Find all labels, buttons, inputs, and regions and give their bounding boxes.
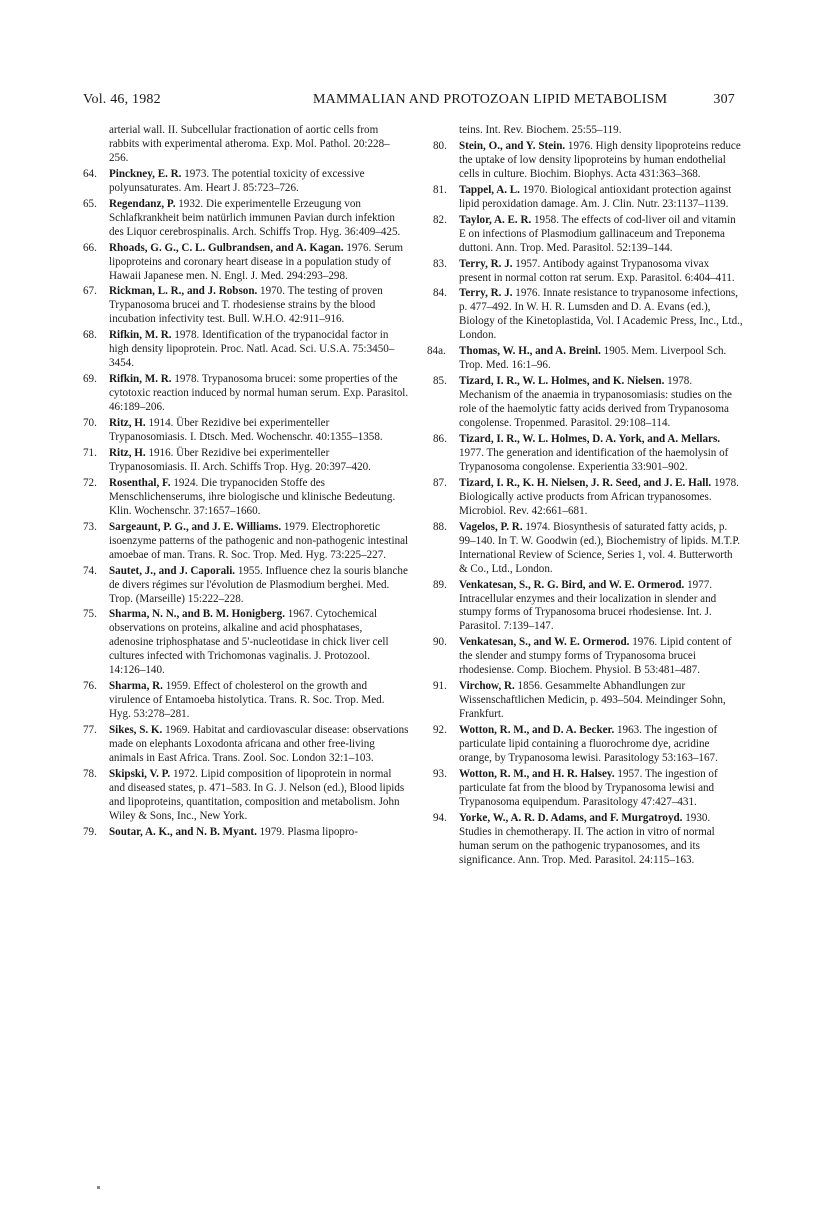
- reference-text: 1976. Lipid content of the slender and stumpy forms of Trypanosoma brucei rhodesiense. Comp. Biochem. Physiol. B 53:481–487.: [459, 636, 732, 677]
- reference-authors: Yorke, W., A. R. D. Adams, and F. Murgatroyd.: [459, 811, 683, 824]
- reference-text: 1977. The generation and identification of the haemolysin of Trypanosoma congolense. Experientia 33:901–902.: [459, 446, 729, 473]
- reference-number: 83.: [433, 257, 447, 270]
- reference-number: 65.: [83, 197, 97, 210]
- reference-number: 88.: [433, 520, 447, 533]
- reference-entry: [433, 768, 743, 810]
- reference-authors: Terry, R. J.: [459, 287, 513, 300]
- reference-text: 1978. Mechanism of the anaemia in trypanosomiasis: studies on the role of the haemolytic fatty acids derived from Trypanosoma congolense. Tropenmed. Parasitol. 29:108–114.: [459, 375, 732, 430]
- reference-number: 77.: [83, 724, 97, 737]
- reference-text: 1924. Die trypanociden Stoffe des Menschlichenserums, ihre biologische und klinische Bedeutung. Klin. Wochenschr. 37:1657–1660.: [109, 476, 396, 517]
- reference-entry: [433, 477, 743, 519]
- reference-entry: [83, 768, 409, 824]
- reference-authors: Taylor, A. E. R.: [459, 213, 532, 226]
- reference-text: 1976. High density lipoproteins reduce the uptake of low density lipoproteins by human endothelial cells in culture. Biochim. Biophys. Acta 431:363–368.: [459, 139, 741, 180]
- reference-entry: [433, 433, 743, 475]
- reference-authors: Sautet, J., and J. Caporali.: [109, 564, 236, 577]
- reference-authors: Venkatesan, S., and W. E. Ormerod.: [459, 636, 630, 649]
- reference-entry: [433, 680, 743, 722]
- reference-text: 1973. The potential toxicity of excessive polyunsaturates. Am. Heart J. 85:723–726.: [109, 167, 365, 194]
- reference-text: 1976. Serum lipoproteins and coronary heart disease in a population study of Hawaii Japanese men. N. Engl. J. Med. 294:293–298.: [109, 241, 404, 282]
- reference-text: 1976. Innate resistance to trypanosome infections, p. 477–492. In W. H. R. Lumsden and D. A. Evans (ed.), Biology of the Kinetoplastida, Vol. I Academic Press, Inc., Ltd., London.: [459, 287, 743, 342]
- reference-entry: [433, 579, 743, 635]
- reference-authors: Regendanz, P.: [109, 197, 176, 210]
- journal-volume: Vol. 46, 1982: [83, 92, 161, 107]
- reference-number: 79.: [83, 825, 97, 838]
- reference-text: 1958. The effects of cod-liver oil and vitamin E on infections of Plasmodium gallinaceum and Treponema duttoni. Ann. Trop. Med. Parasitol. 52:139–144.: [459, 213, 736, 254]
- reference-authors: Tizard, I. R., W. L. Holmes, and K. Nielsen.: [459, 375, 665, 388]
- reference-entry: [433, 287, 743, 343]
- reference-entry: [433, 375, 743, 431]
- reference-entry: [83, 198, 409, 240]
- reference-number: 74.: [83, 564, 97, 577]
- reference-text: 1970. Biological antioxidant protection against lipid peroxidation damage. Am. J. Clin. Nutr. 23:1137–1139.: [459, 183, 732, 210]
- reference-text: 1974. Biosynthesis of saturated fatty acids, p. 99–140. In T. W. Goodwin (ed.), Biochemistry of lipids. M.T.P. International Review of Science, Series 1, vol. 4. Butterworth & Co., Ltd., London.: [459, 520, 741, 575]
- reference-number: 69.: [83, 373, 97, 386]
- reference-number: 81.: [433, 183, 447, 196]
- reference-number: 85.: [433, 375, 447, 388]
- reference-text: 1959. Effect of cholesterol on the growth and virulence of Entamoeba histolytica. Trans. R. Soc. Trop. Med. Hyg. 53:278–281.: [109, 680, 385, 721]
- reference-number: 66.: [83, 241, 97, 254]
- reference-entry: [433, 258, 743, 286]
- reference-text: 1932. Die experimentelle Erzeugung von Schlafkrankheit beim natürlich immunen Pavian durch infektion des Liquor cerebrospinalis. Arch. Schiffs Trop. Hyg. 36:409–425.: [109, 197, 401, 238]
- reference-number: 72.: [83, 476, 97, 489]
- reference-authors: Ritz, H.: [109, 417, 146, 430]
- reference-entry: [83, 373, 409, 415]
- reference-number: 70.: [83, 417, 97, 430]
- reference-text: 1916. Über Rezidive bei experimenteller Trypanosomiasis. II. Arch. Schiffs Trop. Hyg. 20:397–420.: [109, 446, 371, 473]
- reference-text: teins. Int. Rev. Biochem. 25:55–119.: [459, 124, 622, 136]
- reference-text: 1905. Mem. Liverpool Sch. Trop. Med. 16:1–96.: [459, 345, 727, 372]
- reference-authors: Thomas, W. H., and A. Breinl.: [459, 345, 601, 358]
- reference-number: 64.: [83, 167, 97, 180]
- reference-text: 1970. The testing of proven Trypanosoma brucei and T. rhodesiense strains by the blood incubation infectivity test. Bull. W.H.O. 42:911–916.: [109, 285, 383, 326]
- reference-text: 1972. Lipid composition of lipoprotein in normal and diseased states, p. 471–583. In G. J. Nelson (ed.), Blood lipids and lipoproteins, quantitation, composition and metabolism. John Wiley & Sons, Inc., New York.: [109, 767, 405, 822]
- reference-entry: [433, 184, 743, 212]
- references-right-column: [427, 124, 743, 870]
- reference-number: 84.: [433, 287, 447, 300]
- reference-number: 71.: [83, 446, 97, 459]
- article-running-title: MAMMALIAN AND PROTOZOAN LIPID METABOLISM: [313, 92, 668, 107]
- reference-authors: Rosenthal, F.: [109, 476, 171, 489]
- reference-text: 1978. Biologically active products from African trypanosomes. Microbiol. Rev. 42:661–681.: [459, 476, 739, 517]
- reference-text: 1914. Über Rezidive bei experimenteller Trypanosomiasis. I. Dtsch. Med. Wochenschr. 40:1355–1358.: [109, 417, 383, 444]
- reference-text: 1955. Influence chez la souris blanche de divers régimes sur l'évolution de Plasmodium berghei. Med. Trop. (Marseille) 15:222–228.: [109, 564, 408, 605]
- reference-text: 1967. Cytochemical observations on proteins, alkaline and acid phosphatases, adenosine triphosphatase and 5'-nucleotidase in chick liver cell cultures infected with Trichomonas vaginalis. J. Protozool. 14:126–140.: [109, 608, 389, 677]
- reference-text: 1930. Studies in chemotherapy. II. The action in vitro of normal human serum on the pathogenic trypanosomes, and its significance. Ann. Trop. Med. Parasitol. 24:115–163.: [459, 811, 715, 866]
- reference-number: 75.: [83, 608, 97, 621]
- reference-authors: Sargeaunt, P. G., and J. E. Williams.: [109, 520, 282, 533]
- reference-continuation: [433, 124, 743, 138]
- reference-number: 73.: [83, 520, 97, 533]
- reference-entry: [83, 680, 409, 722]
- reference-authors: Tappel, A. L.: [459, 183, 520, 196]
- reference-authors: Sharma, N. N., and B. M. Honigberg.: [109, 608, 285, 621]
- reference-entry: [433, 140, 743, 182]
- reference-authors: Sharma, R.: [109, 680, 163, 693]
- reference-number: 87.: [433, 476, 447, 489]
- reference-text: 1963. The ingestion of particulate lipid containing a fluorochrome dye, acridine orange, by Trypanosoma lewisi. Parasitology 53:163–167.: [459, 724, 718, 764]
- running-header: [83, 92, 735, 112]
- reference-authors: Tizard, I. R., K. H. Nielsen, J. R. Seed, and J. E. Hall.: [459, 476, 712, 489]
- reference-number: 78.: [83, 767, 97, 780]
- reference-authors: Venkatesan, S., R. G. Bird, and W. E. Ormerod.: [459, 578, 685, 591]
- reference-entry: [433, 812, 743, 868]
- reference-entry: [83, 417, 409, 445]
- reference-number: 90.: [433, 636, 447, 649]
- reference-text: 1979. Plasma lipopro-: [256, 825, 358, 838]
- reference-number: 80.: [433, 139, 447, 152]
- reference-authors: Rickman, L. R., and J. Robson.: [109, 285, 258, 298]
- reference-text: 1969. Habitat and cardiovascular disease: observations made on elephants Loxodonta africana and other free-living animals in East Africa. Trans. Zool. Soc. London 32:1–103.: [109, 724, 409, 764]
- reference-text: 1856. Gesammelte Abhandlungen zur Wissenschaftlichen Medicin, p. 493–504. Meindinger Sohn, Frankfurt.: [459, 680, 726, 721]
- reference-text: 1978. Trypanosoma brucei: some properties of the cytotoxic reaction induced by normal human serum. Exp. Parasitol. 46:189–206.: [109, 373, 409, 414]
- reference-entry: [83, 826, 409, 840]
- reference-authors: Pinckney, E. R.: [109, 167, 182, 180]
- reference-entry: [433, 724, 743, 766]
- reference-entry: [83, 242, 409, 284]
- reference-entry: [83, 477, 409, 519]
- reference-number: 92.: [433, 724, 447, 737]
- reference-text: arterial wall. II. Subcellular fractionation of aortic cells from rabbits with experimental atheroma. Exp. Mol. Pathol. 20:228–256.: [109, 124, 390, 164]
- reference-number: 89.: [433, 578, 447, 591]
- reference-text: 1977. Intracellular enzymes and their localization in slender and stumpy forms of Trypanosoma brucei rhodesiense. Int. J. Parasitol. 7:139–147.: [459, 578, 717, 633]
- reference-entry: [83, 168, 409, 196]
- reference-authors: Rifkin, M. R.: [109, 373, 172, 386]
- reference-number: 68.: [83, 329, 97, 342]
- reference-number: 82.: [433, 213, 447, 226]
- references-left-column: [83, 124, 409, 842]
- reference-authors: Rhoads, G. G., C. L. Gulbrandsen, and A. Kagan.: [109, 241, 344, 254]
- reference-entry: [433, 521, 743, 577]
- reference-entry: [433, 636, 743, 678]
- reference-text: 1957. Antibody against Trypanosoma vivax present in normal cotton rat serum. Exp. Parasitol. 6:404–411.: [459, 257, 735, 284]
- reference-authors: Stein, O., and Y. Stein.: [459, 139, 566, 152]
- reference-number: 84a.: [427, 345, 446, 358]
- reference-number: 86.: [433, 433, 447, 446]
- reference-entry: [83, 285, 409, 327]
- reference-number: 94.: [433, 811, 447, 824]
- reference-number: 93.: [433, 767, 447, 780]
- reference-authors: Terry, R. J.: [459, 257, 513, 270]
- reference-entry: [83, 329, 409, 371]
- reference-entry: [83, 608, 409, 678]
- reference-authors: Ritz, H.: [109, 446, 146, 459]
- reference-authors: Vagelos, P. R.: [459, 520, 523, 533]
- reference-number: 91.: [433, 680, 447, 693]
- reference-authors: Wotton, R. M., and H. R. Halsey.: [459, 767, 615, 780]
- reference-number: 67.: [83, 285, 97, 298]
- reference-authors: Sikes, S. K.: [109, 724, 163, 737]
- reference-text: 1957. The ingestion of particulate fat from the blood by Trypanosoma lewisi and Trypanosoma equipendum. Parasitology 47:427–431.: [459, 767, 718, 808]
- reference-number: 76.: [83, 680, 97, 693]
- page-number: 307: [713, 92, 735, 107]
- reference-text: 1978. Identification of the trypanocidal factor in high density lipoprotein. Proc. Natl. Acad. Sci. U.S.A. 75:3450–3454.: [109, 329, 395, 370]
- scan-speck: [97, 1186, 100, 1189]
- reference-authors: Soutar, A. K., and N. B. Myant.: [109, 825, 257, 838]
- reference-authors: Skipski, V. P.: [109, 767, 171, 780]
- reference-entry: [433, 214, 743, 256]
- reference-authors: Wotton, R. M., and D. A. Becker.: [459, 724, 615, 737]
- reference-authors: Virchow, R.: [459, 680, 515, 693]
- reference-continuation: [83, 124, 409, 166]
- reference-entry: [83, 565, 409, 607]
- reference-authors: Rifkin, M. R.: [109, 329, 172, 342]
- reference-entry: [83, 447, 409, 475]
- reference-entry: [83, 521, 409, 563]
- reference-entry: [427, 345, 743, 373]
- reference-entry: [83, 724, 409, 766]
- reference-authors: Tizard, I. R., W. L. Holmes, D. A. York, and A. Mellars.: [459, 433, 721, 446]
- reference-text: 1979. Electrophoretic isoenzyme patterns of the pathogenic and non-pathogenic intestinal amoebae of man. Trans. R. Soc. Trop. Med. Hyg. 73:225–227.: [109, 520, 409, 561]
